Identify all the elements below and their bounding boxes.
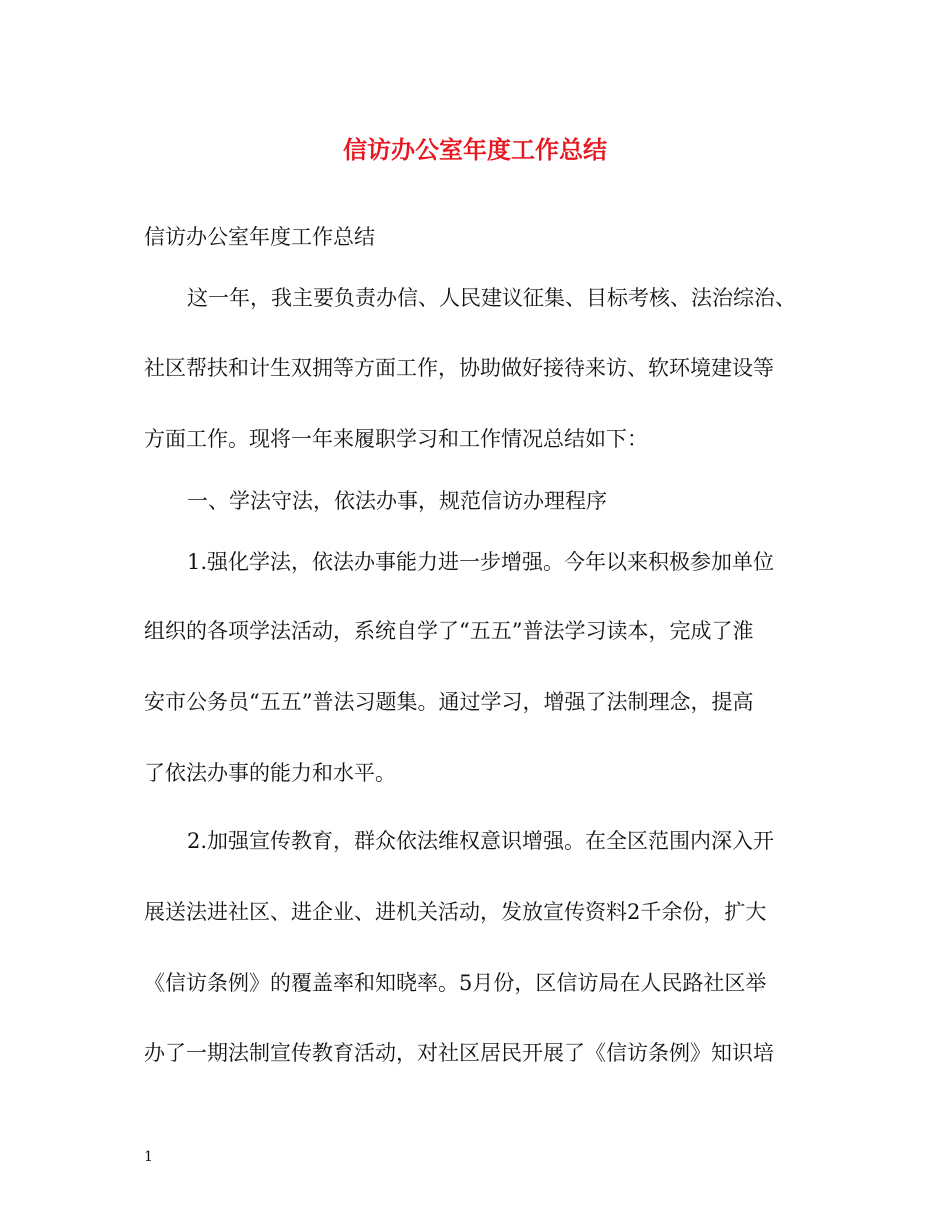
body-line: 办了一期法制宣传教育活动，对社区居民开展了《信访条例》知识培 bbox=[144, 1041, 774, 1065]
body-line: 组织的各项学法活动，系统自学了“五五”普法学习读本，完成了淮 bbox=[144, 619, 754, 643]
body-line: 展送法进社区、进企业、进机关活动，发放宣传资料2千余份，扩大 bbox=[144, 900, 767, 924]
body-line: 了依法办事的能力和水平。 bbox=[144, 761, 396, 785]
body-line: 这一年，我主要负责办信、人民建议征集、目标考核、法治综治、 bbox=[187, 286, 796, 310]
body-line: 安市公务员“五五”普法习题集。通过学习，增强了法制理念，提高 bbox=[144, 690, 754, 714]
body-line: 方面工作。现将一年来履职学习和工作情况总结如下： bbox=[144, 427, 648, 451]
body-line: 信访办公室年度工作总结 bbox=[144, 225, 375, 249]
page-number: 1 bbox=[144, 1149, 153, 1165]
document-title: 信访办公室年度工作总结 bbox=[343, 135, 607, 164]
body-line: 2.加强宣传教育，群众依法维权意识增强。在全区范围内深入开 bbox=[187, 829, 775, 853]
section-heading: 一、学法守法，依法办事，规范信访办理程序 bbox=[187, 489, 607, 513]
body-line: 1.强化学法，依法办事能力进一步增强。今年以来积极参加单位 bbox=[187, 550, 775, 574]
body-line: 《信访条例》的覆盖率和知晓率。5月份，区信访局在人民路社区举 bbox=[144, 971, 767, 995]
body-line: 社区帮扶和计生双拥等方面工作，协助做好接待来访、软环境建设等 bbox=[144, 356, 774, 380]
